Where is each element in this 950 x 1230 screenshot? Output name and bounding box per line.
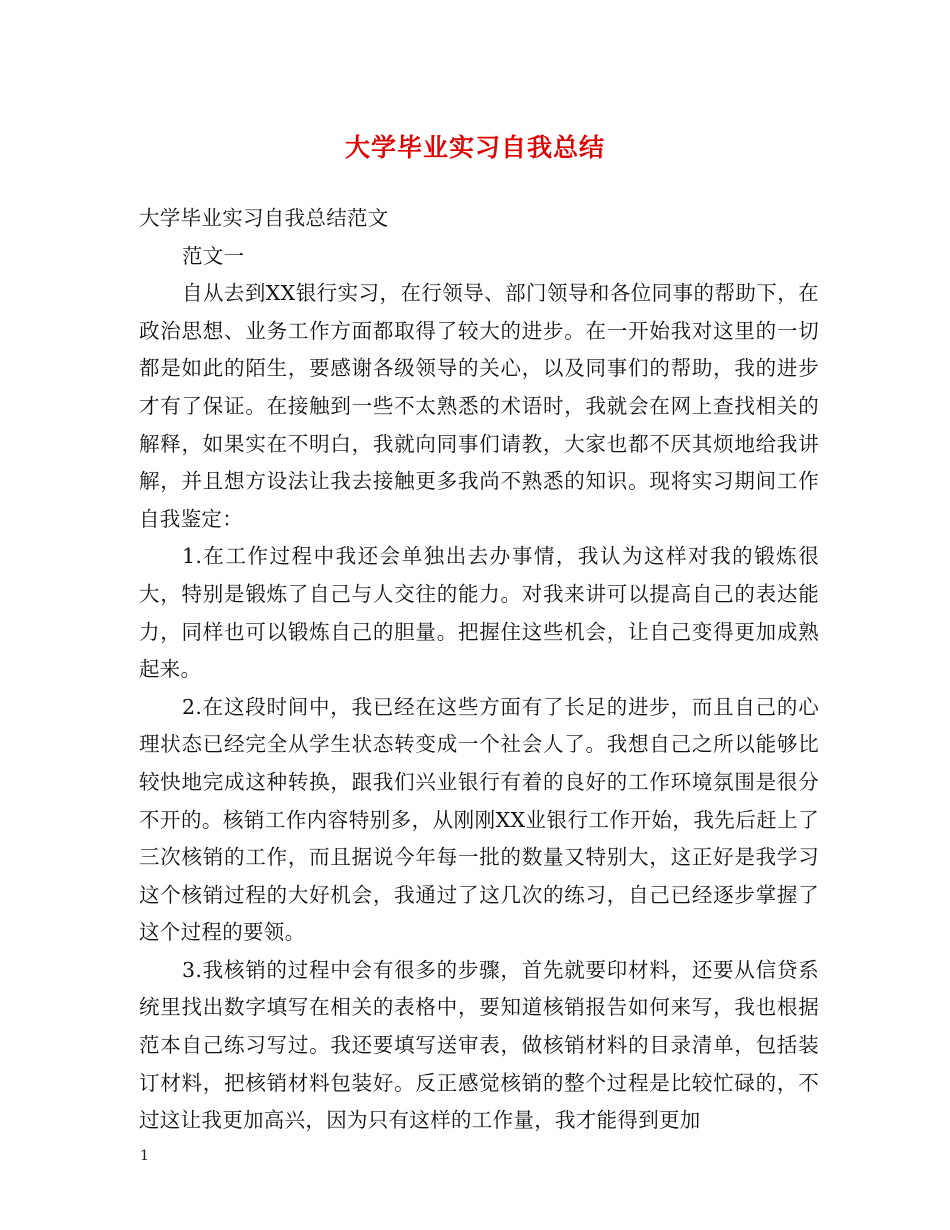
body-paragraph: 自从去到XX银行实习，在行领导、部门领导和各位同事的帮助下，在政治思想、业务工作方面都取得了较大的进步。在一开始我对这里的一切都是如此的陌生，要感谢各级领导的关心，以及同事们的帮助，我的进步才有了保证。在接触到一些不太熟悉的术语时，我就会在网上查找相关的解释，如果实在不明白，我就向同事们请教，大家也都不厌其烦地给我讲解，并且想方设法让我去接触更多我尚不熟悉的知识。现将实习期间工作自我鉴定： (139, 281, 819, 531)
body-paragraph: 1.在工作过程中我还会单独出去办事情，我认为这样对我的锻炼很大，特别是锻炼了自己与人交往的能力。对我来讲可以提高自己的表达能力，同样也可以锻炼自己的胆量。把握住这些机会，让自己变得更加成熟起来。 (139, 544, 819, 682)
section-heading: 范文一 (182, 243, 245, 268)
document-body (139, 200, 819, 1140)
body-paragraph: 3.我核销的过程中会有很多的步骤，首先就要印材料，还要从信贷系统里找出数字填写在相关的表格中，要知道核销报告如何来写，我也根据范本自己练习写过。我还要填写送审表，做核销材料的目录清单，包括装订材料，把核销材料包装好。反正感觉核销的整个过程是比较忙碌的，不过这让我更加高兴，因为只有这样的工作量，我才能得到更加 (139, 957, 819, 1133)
document-title: 大学毕业实习自我总结 (344, 133, 605, 162)
body-paragraph: 2.在这段时间中，我已经在这些方面有了长足的进步，而且自己的心理状态已经完全从学生状态转变成一个社会人了。我想自己之所以能够比较快地完成这种转换，跟我们兴业银行有着的良好的工作环境氛围是很分不开的。核销工作内容特别多，从刚刚XX业银行工作开始，我先后赶上了三次核销的工作，而且据说今年每一批的数量又特别大，这正好是我学习这个核销过程的大好机会，我通过了这几次的练习，自己已经逐步掌握了这个过程的要领。 (139, 694, 819, 945)
page-number: 1 (140, 1148, 149, 1164)
subtitle-paragraph: 大学毕业实习自我总结范文 (139, 206, 389, 230)
